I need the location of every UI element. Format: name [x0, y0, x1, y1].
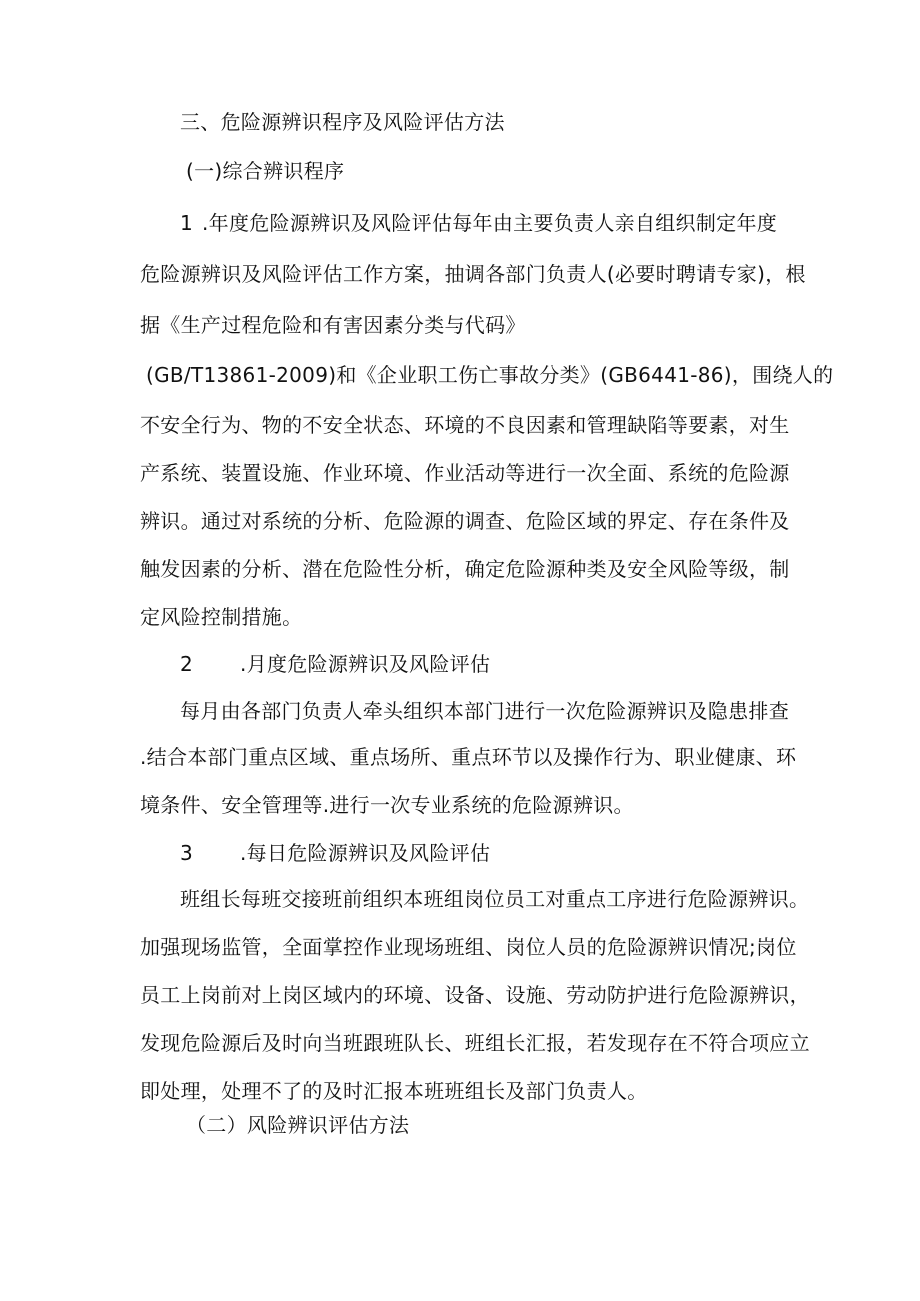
item-2-number: 2: [180, 652, 194, 676]
item-1-line: 据《生产过程危险和有害因素分类与代码》: [140, 313, 526, 337]
item-3-line: 发现危险源后及时向当班跟班队长、班组长汇报，若发现存在不符合项应立: [140, 1031, 810, 1055]
item-1-number: 1: [180, 211, 194, 235]
item-2-heading: [180, 651, 490, 677]
subsection-heading-2: （二）风险辨识评估方法: [186, 1113, 410, 1137]
item-1-first-line: [180, 210, 777, 236]
item-2-line: .结合本部门重点区域、重点场所、重点环节以及操作行为、职业健康、环: [140, 745, 797, 769]
subsection-heading-1: (一)综合辨识程序: [186, 159, 345, 183]
item-1-line: 不安全行为、物的不安全状态、环境的不良因素和管理缺陷等要素，对生: [140, 413, 790, 437]
item-3-number: 3: [180, 841, 194, 865]
item-1-text: .年度危险源辨识及风险评估每年由主要负责人亲自组织制定年度: [202, 211, 778, 235]
item-1-line: 辨识。通过对系统的分析、危险源的调查、危险区域的界定、存在条件及: [140, 509, 790, 533]
item-3-heading: [180, 840, 490, 866]
item-3-line: 班组长每班交接班前组织本班组岗位员工对重点工序进行危险源辨识。: [180, 887, 810, 911]
item-2-line: 境条件、安全管理等.进行一次专业系统的危险源辨识。: [140, 793, 634, 817]
item-1-line: 定风险控制措施。: [140, 605, 303, 629]
item-3-line: 即处理，处理不了的及时汇报本班班组长及部门负责人。: [140, 1079, 648, 1103]
item-1-line: 触发因素的分析、潜在危险性分析，确定危险源种类及安全风险等级，制: [140, 557, 790, 581]
item-1-line: 危险源辨识及风险评估工作方案，抽调各部门负责人(必要时聘请专家)，根: [140, 262, 806, 286]
item-3-title: .每日危险源辨识及风险评估: [240, 841, 491, 865]
item-1-line: (GB/T13861-2009)和《企业职工伤亡事故分类》(GB6441-86)，围绕人的: [146, 363, 834, 387]
item-2-title: .月度危险源辨识及风险评估: [240, 652, 491, 676]
item-3-line: 员工上岗前对上岗区域内的环境、设备、设施、劳动防护进行危险源辨识，: [140, 983, 810, 1007]
section-heading: 三、危险源辨识程序及风险评估方法: [180, 110, 505, 134]
item-3-line: 加强现场监管，全面掌控作业现场班组、岗位人员的危险源辨识情况;岗位: [140, 935, 797, 959]
item-2-line: 每月由各部门负责人牵头组织本部门进行一次危险源辨识及隐患排查: [180, 699, 789, 723]
item-1-line: 产系统、装置设施、作业环境、作业活动等进行一次全面、系统的危险源: [140, 461, 790, 485]
